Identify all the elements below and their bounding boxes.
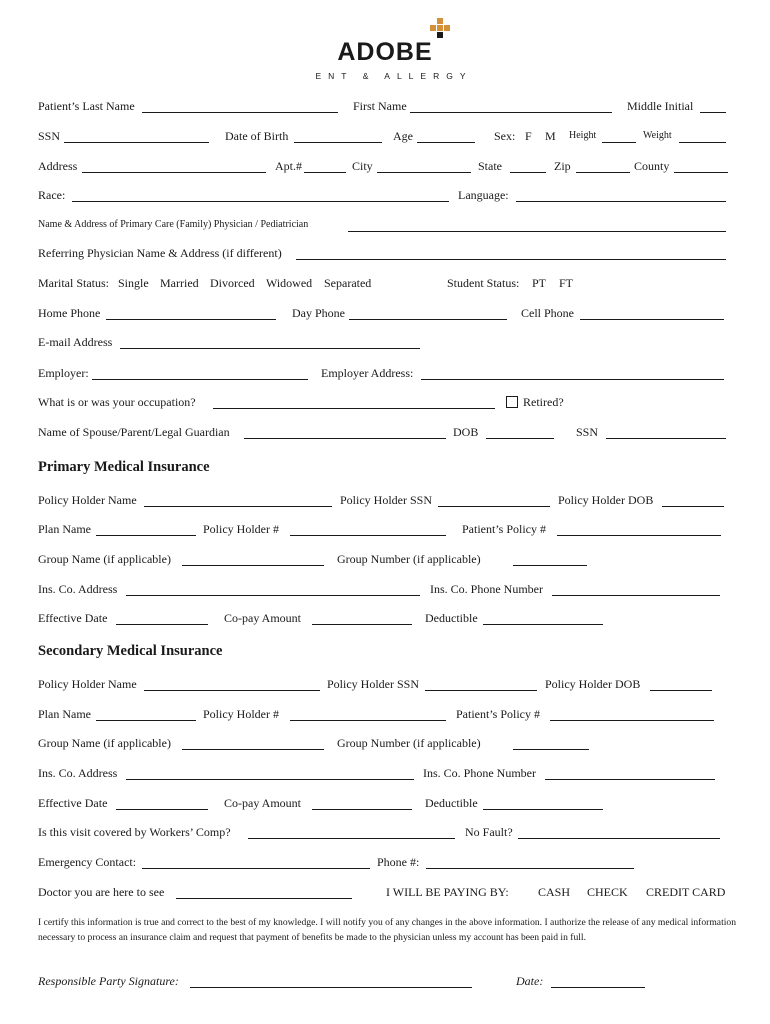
primary-ins-phone-field[interactable] xyxy=(552,595,720,596)
occupation-field[interactable] xyxy=(213,408,495,409)
race-label: Race: xyxy=(38,188,66,202)
marital-widowed-option[interactable]: Widowed xyxy=(266,276,313,290)
secondary-group-number-label: Group Number (if applicable) xyxy=(337,736,481,750)
weight-field[interactable] xyxy=(679,142,726,143)
primary-effective-field[interactable] xyxy=(116,624,208,625)
last-name-field[interactable] xyxy=(142,112,338,113)
language-label: Language: xyxy=(458,188,509,202)
referring-label: Referring Physician Name & Address (if different) xyxy=(38,246,282,260)
middle-initial-label: Middle Initial xyxy=(627,99,694,113)
spouse-dob-label: DOB xyxy=(453,425,479,439)
employer-address-label: Employer Address: xyxy=(321,366,414,380)
county-label: County xyxy=(634,159,670,173)
no-fault-field[interactable] xyxy=(518,838,720,839)
row-email xyxy=(38,335,738,353)
employer-address-field[interactable] xyxy=(421,379,724,380)
primary-holder-dob-field[interactable] xyxy=(662,506,724,507)
doctor-field[interactable] xyxy=(176,898,352,899)
state-field[interactable] xyxy=(510,172,546,173)
primary-patient-policy-field[interactable] xyxy=(557,535,721,536)
marital-married-option[interactable]: Married xyxy=(160,276,199,290)
state-label: State xyxy=(478,159,502,173)
logo xyxy=(0,18,770,81)
secondary-plan-row xyxy=(38,707,738,725)
primary-group-name-field[interactable] xyxy=(182,565,324,566)
spouse-label: Name of Spouse/Parent/Legal Guardian xyxy=(38,425,230,439)
primary-ins-phone-label: Ins. Co. Phone Number xyxy=(430,582,543,596)
secondary-ins-address-field[interactable] xyxy=(126,779,414,780)
secondary-group-number-field[interactable] xyxy=(513,749,589,750)
pay-check-option[interactable]: CHECK xyxy=(587,885,628,899)
zip-label: Zip xyxy=(554,159,571,173)
height-label: Height xyxy=(569,130,597,141)
ssn-field[interactable] xyxy=(64,142,209,143)
emergency-row xyxy=(38,855,738,873)
row-spouse xyxy=(38,425,738,443)
secondary-holder-row xyxy=(38,677,738,695)
secondary-holder-name-field[interactable] xyxy=(144,690,320,691)
apt-field[interactable] xyxy=(304,172,346,173)
primary-copay-label: Co-pay Amount xyxy=(224,611,301,625)
signature-field[interactable] xyxy=(190,987,472,988)
referring-field[interactable] xyxy=(296,259,726,260)
sex-f-option[interactable]: F xyxy=(525,129,532,143)
home-phone-label: Home Phone xyxy=(38,306,101,320)
primary-plan-label: Plan Name xyxy=(38,522,91,536)
row-employer xyxy=(38,366,738,384)
primary-deductible-field[interactable] xyxy=(483,624,603,625)
emergency-phone-label: Phone #: xyxy=(377,855,420,869)
secondary-holder-num-label: Policy Holder # xyxy=(203,707,279,721)
primary-holder-num-label: Policy Holder # xyxy=(203,522,279,536)
secondary-group-name-label: Group Name (if applicable) xyxy=(38,736,171,750)
secondary-ins-phone-label: Ins. Co. Phone Number xyxy=(423,766,536,780)
secondary-holder-name-label: Policy Holder Name xyxy=(38,677,137,691)
row-race xyxy=(38,188,738,206)
primary-patient-policy-label: Patient’s Policy # xyxy=(462,522,546,536)
row-name xyxy=(38,99,738,117)
day-phone-field[interactable] xyxy=(349,319,507,320)
spouse-field[interactable] xyxy=(244,438,446,439)
row-marital xyxy=(38,276,738,294)
spouse-dob-field[interactable] xyxy=(486,438,554,439)
secondary-group-row xyxy=(38,736,738,754)
marital-label: Marital Status: xyxy=(38,276,109,290)
city-field[interactable] xyxy=(377,172,471,173)
primary-group-number-field[interactable] xyxy=(513,565,587,566)
weight-label: Weight xyxy=(643,130,672,141)
marital-separated-option[interactable]: Separated xyxy=(324,276,372,290)
secondary-deductible-label: Deductible xyxy=(425,796,478,810)
secondary-plan-field[interactable] xyxy=(96,720,196,721)
student-ft-option[interactable]: FT xyxy=(559,276,574,290)
student-pt-option[interactable]: PT xyxy=(532,276,547,290)
student-status-label: Student Status: xyxy=(447,276,520,290)
marital-divorced-option[interactable]: Divorced xyxy=(210,276,255,290)
secondary-holder-num-field[interactable] xyxy=(290,720,446,721)
home-phone-field[interactable] xyxy=(106,319,276,320)
primary-ins-address-label: Ins. Co. Address xyxy=(38,582,118,596)
first-name-field[interactable] xyxy=(410,112,612,113)
apt-label: Apt.# xyxy=(275,159,302,173)
address-label: Address xyxy=(38,159,78,173)
primary-holder-ssn-field[interactable] xyxy=(438,506,550,507)
workers-comp-label: Is this visit covered by Workers’ Comp? xyxy=(38,825,231,839)
row-address xyxy=(38,159,738,177)
primary-group-name-label: Group Name (if applicable) xyxy=(38,552,171,566)
primary-holder-row xyxy=(38,493,738,511)
dob-label: Date of Birth xyxy=(225,129,289,143)
primary-deductible-label: Deductible xyxy=(425,611,478,625)
primary-ins-address-field[interactable] xyxy=(126,595,420,596)
spouse-ssn-field[interactable] xyxy=(606,438,726,439)
age-field[interactable] xyxy=(417,142,475,143)
employer-field[interactable] xyxy=(92,379,308,380)
pcp-field[interactable] xyxy=(348,231,726,232)
emergency-contact-field[interactable] xyxy=(142,868,370,869)
secondary-holder-ssn-label: Policy Holder SSN xyxy=(327,677,420,691)
primary-group-number-label: Group Number (if applicable) xyxy=(337,552,481,566)
paying-label: I WILL BE PAYING BY: xyxy=(386,885,509,899)
middle-initial-field[interactable] xyxy=(700,112,726,113)
secondary-holder-dob-label: Policy Holder DOB xyxy=(545,677,641,691)
primary-insco-row xyxy=(38,582,738,600)
retired-label: Retired? xyxy=(523,395,564,409)
cell-phone-field[interactable] xyxy=(580,319,724,320)
row-referring xyxy=(38,246,738,264)
primary-plan-row xyxy=(38,522,738,540)
age-label: Age xyxy=(393,129,413,143)
row-phones xyxy=(38,306,738,324)
cell-phone-label: Cell Phone xyxy=(521,306,574,320)
employer-label: Employer: xyxy=(38,366,89,380)
last-name-label: Patient’s Last Name xyxy=(38,99,135,113)
zip-field[interactable] xyxy=(576,172,630,173)
ssn-label: SSN xyxy=(38,129,61,143)
logo-word: ADOBE xyxy=(337,38,433,66)
secondary-plan-label: Plan Name xyxy=(38,707,91,721)
pcp-label: Name & Address of Primary Care (Family) Physician / Pediatrician xyxy=(38,219,309,230)
emergency-phone-field[interactable] xyxy=(426,868,634,869)
race-field[interactable] xyxy=(72,201,449,202)
emergency-contact-label: Emergency Contact: xyxy=(38,855,137,869)
address-field[interactable] xyxy=(82,172,266,173)
primary-holder-name-label: Policy Holder Name xyxy=(38,493,137,507)
primary-holder-num-field[interactable] xyxy=(290,535,446,536)
sex-m-option[interactable]: M xyxy=(545,129,556,143)
pay-credit-option[interactable]: CREDIT CARD xyxy=(646,885,726,899)
secondary-patient-policy-field[interactable] xyxy=(550,720,714,721)
primary-holder-dob-label: Policy Holder DOB xyxy=(558,493,654,507)
primary-insurance-heading: Primary Medical Insurance xyxy=(38,459,210,475)
secondary-effective-row xyxy=(38,796,738,814)
row-ssn xyxy=(38,129,738,147)
marital-single-option[interactable]: Single xyxy=(118,276,149,290)
signature-date-label: Date: xyxy=(516,974,544,988)
primary-group-row xyxy=(38,552,738,570)
signature-row xyxy=(38,974,738,992)
primary-holder-ssn-label: Policy Holder SSN xyxy=(340,493,433,507)
county-field[interactable] xyxy=(674,172,728,173)
primary-effective-row xyxy=(38,611,738,629)
dob-field[interactable] xyxy=(294,142,382,143)
height-field[interactable] xyxy=(602,142,636,143)
email-field[interactable] xyxy=(120,348,420,349)
secondary-effective-label: Effective Date xyxy=(38,796,108,810)
secondary-holder-dob-field[interactable] xyxy=(650,690,712,691)
signature-date-field[interactable] xyxy=(551,987,645,988)
secondary-ins-phone-field[interactable] xyxy=(545,779,715,780)
primary-plan-field[interactable] xyxy=(96,535,196,536)
pay-cash-option[interactable]: CASH xyxy=(538,885,571,899)
secondary-insurance-heading: Secondary Medical Insurance xyxy=(38,643,223,659)
retired-checkbox[interactable] xyxy=(506,396,518,408)
row-occupation xyxy=(38,395,738,413)
secondary-group-name-field[interactable] xyxy=(182,749,324,750)
signature-label: Responsible Party Signature: xyxy=(38,974,179,988)
certification-text: I certify this information is true and correct to the best of my knowledge. I will notify you of any changes in the above information. I authorize the release of any medical information necessary to process an insurance claim and request that payment of benefits be made to the physician unless my account has been paid in full. xyxy=(38,917,736,943)
secondary-ins-address-label: Ins. Co. Address xyxy=(38,766,118,780)
logo-subtitle: ENT & ALLERGY xyxy=(315,71,473,81)
secondary-copay-label: Co-pay Amount xyxy=(224,796,301,810)
secondary-insco-row xyxy=(38,766,738,784)
doctor-row xyxy=(38,885,738,903)
no-fault-label: No Fault? xyxy=(465,825,513,839)
logo-cross-icon xyxy=(430,18,450,40)
secondary-patient-policy-label: Patient’s Policy # xyxy=(456,707,540,721)
secondary-effective-field[interactable] xyxy=(116,809,208,810)
secondary-deductible-field[interactable] xyxy=(483,809,603,810)
email-label: E-mail Address xyxy=(38,335,113,349)
day-phone-label: Day Phone xyxy=(292,306,345,320)
spouse-ssn-label: SSN xyxy=(576,425,599,439)
primary-copay-field[interactable] xyxy=(312,624,412,625)
secondary-holder-ssn-field[interactable] xyxy=(425,690,537,691)
workers-comp-row xyxy=(38,825,738,843)
secondary-copay-field[interactable] xyxy=(312,809,412,810)
language-field[interactable] xyxy=(516,201,726,202)
primary-holder-name-field[interactable] xyxy=(144,506,332,507)
occupation-label: What is or was your occupation? xyxy=(38,395,196,409)
primary-effective-label: Effective Date xyxy=(38,611,108,625)
city-label: City xyxy=(352,159,373,173)
sex-label: Sex: xyxy=(494,129,516,143)
first-name-label: First Name xyxy=(353,99,407,113)
row-pcp xyxy=(38,218,738,236)
workers-comp-field[interactable] xyxy=(248,838,455,839)
doctor-label: Doctor you are here to see xyxy=(38,885,165,899)
